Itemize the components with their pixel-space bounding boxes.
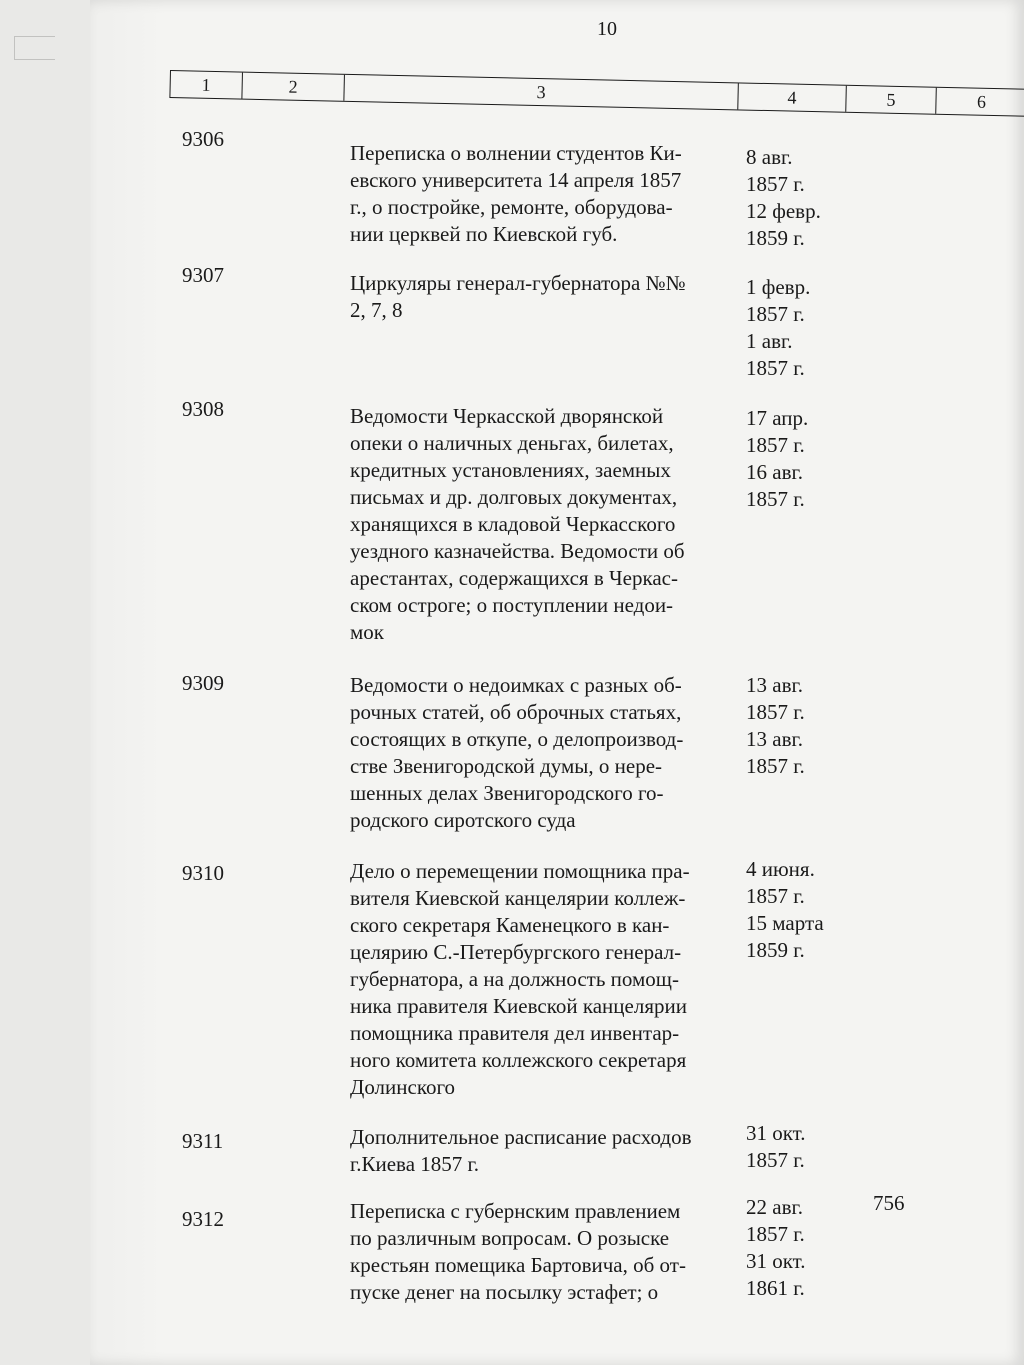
record-dates xyxy=(746,856,856,964)
page-number: 10 xyxy=(597,18,617,40)
record-description xyxy=(350,403,726,646)
date-line: 1857 г. xyxy=(746,172,805,196)
description-line: Долинского xyxy=(350,1075,456,1099)
description-line: Ведомости о недоимках с разных об- xyxy=(350,673,682,697)
record-number: 9312 xyxy=(182,1207,224,1231)
date-line: 1 авг. xyxy=(746,329,793,353)
record-number: 9309 xyxy=(182,671,224,695)
date-line: 31 окт. xyxy=(746,1121,806,1145)
description-line: Ведомости Черкасской дворянской xyxy=(350,404,664,428)
header-col-2: 2 xyxy=(242,73,345,101)
date-line: 1857 г. xyxy=(746,700,805,724)
description-line: 2, 7, 8 xyxy=(350,298,403,322)
header-col-6: 6 xyxy=(976,91,987,112)
description-line: мок xyxy=(350,620,384,644)
description-line: Дополнительное расписание расходов xyxy=(350,1125,692,1149)
record-description xyxy=(350,270,726,324)
date-line: 16 авг. xyxy=(746,460,803,484)
description-line: евского университета 14 апреля 1857 xyxy=(350,168,682,192)
description-line: вителя Киевской канцелярии коллеж- xyxy=(350,886,686,910)
record-description xyxy=(350,140,726,248)
description-line: Переписка о волнении студентов Ки- xyxy=(350,141,682,165)
description-line: г., о постройке, ремонте, оборудова- xyxy=(350,195,673,219)
record-description xyxy=(350,858,726,1101)
description-line: целярию С.-Петербургского генерал- xyxy=(350,940,682,964)
description-line: ского секретаря Каменецкого в кан- xyxy=(350,913,670,937)
record-dates xyxy=(746,1194,856,1302)
description-line: помощника правителя дел инвентар- xyxy=(350,1021,680,1045)
date-line: 1 февр. xyxy=(746,275,811,299)
date-line: 31 окт. xyxy=(746,1249,806,1273)
date-line: 17 апр. xyxy=(746,406,809,430)
date-line: 13 авг. xyxy=(746,673,803,697)
record-dates xyxy=(746,144,856,252)
record-dates xyxy=(746,672,856,780)
description-line: рочных статей, об оброчных статьях, xyxy=(350,700,682,724)
description-line: губернатора, а на должность помощ- xyxy=(350,967,679,991)
description-line: стве Звенигородской думы, о нере- xyxy=(350,754,663,778)
description-line: Дело о перемещении помощника пра- xyxy=(350,859,690,883)
description-line: кредитных установлениях, заемных xyxy=(350,458,671,482)
date-line: 1857 г. xyxy=(746,356,805,380)
date-line: 12 февр. xyxy=(746,199,821,223)
description-line: г.Киева 1857 г. xyxy=(350,1152,480,1176)
date-line: 1857 г. xyxy=(746,754,805,778)
description-line: шенных делах Звенигородского го- xyxy=(350,781,664,805)
date-line: 8 авг. xyxy=(746,145,793,169)
date-line: 1857 г. xyxy=(746,1148,805,1172)
record-description xyxy=(350,672,726,834)
header-col-3: 3 xyxy=(344,75,738,110)
description-line: ного комитета коллежского секретаря xyxy=(350,1048,687,1072)
date-line: 4 июня. xyxy=(746,857,815,881)
date-line: 1857 г. xyxy=(746,433,805,457)
date-line: 15 марта xyxy=(746,911,824,935)
date-line: 1857 г. xyxy=(746,884,805,908)
header-col-5: 5 xyxy=(846,86,937,114)
description-line: крестьян помещика Бартовича, об от- xyxy=(350,1253,686,1277)
record-number: 9311 xyxy=(182,1129,224,1153)
record-number: 9308 xyxy=(182,397,224,421)
header-col-1: 1 xyxy=(170,71,243,99)
description-line: опеки о наличных деньгах, билетах, xyxy=(350,431,674,455)
record-number: 9310 xyxy=(182,861,224,885)
description-line: Циркуляры генерал-губернатора №№ xyxy=(350,271,686,295)
description-line: ском остроге; о поступлении недои- xyxy=(350,593,674,617)
description-line: уездного казначейства. Ведомости об xyxy=(350,539,685,563)
header-col-4: 4 xyxy=(738,83,847,111)
description-line: пуске денег на посылку эстафет; о xyxy=(350,1280,659,1304)
date-line: 1857 г. xyxy=(746,302,805,326)
date-line: 1857 г. xyxy=(746,1222,805,1246)
date-line: 22 авг. xyxy=(746,1195,803,1219)
record-description xyxy=(350,1198,726,1306)
record-dates xyxy=(746,405,856,513)
description-line: ника правителя Киевской канцелярии xyxy=(350,994,687,1018)
record-description xyxy=(350,1124,726,1178)
description-line: письмах и др. долговых документах, xyxy=(350,485,678,509)
description-line: состоящих в откупе, о делопроизвод- xyxy=(350,727,684,751)
record-dates xyxy=(746,274,856,382)
description-line: нии церквей по Киевской губ. xyxy=(350,222,618,246)
date-line: 1861 г. xyxy=(746,1276,805,1300)
description-line: хранящихся в кладовой Черкасского xyxy=(350,512,676,536)
binding-edge-mark xyxy=(14,36,55,60)
record-dates xyxy=(746,1120,856,1174)
record-number: 9306 xyxy=(182,127,224,151)
record-number: 9307 xyxy=(182,263,224,287)
date-line: 1859 г. xyxy=(746,226,805,250)
date-line: 13 авг. xyxy=(746,727,803,751)
description-line: родского сиротского суда xyxy=(350,808,576,832)
date-line: 1857 г. xyxy=(746,487,805,511)
date-line: 1859 г. xyxy=(746,938,805,962)
record-extra-value: 756 xyxy=(873,1191,905,1215)
description-line: Переписка с губернским правлением xyxy=(350,1199,681,1223)
description-line: по различным вопросам. О розыске xyxy=(350,1226,670,1250)
description-line: арестантах, содержащихся в Черкас- xyxy=(350,566,678,590)
